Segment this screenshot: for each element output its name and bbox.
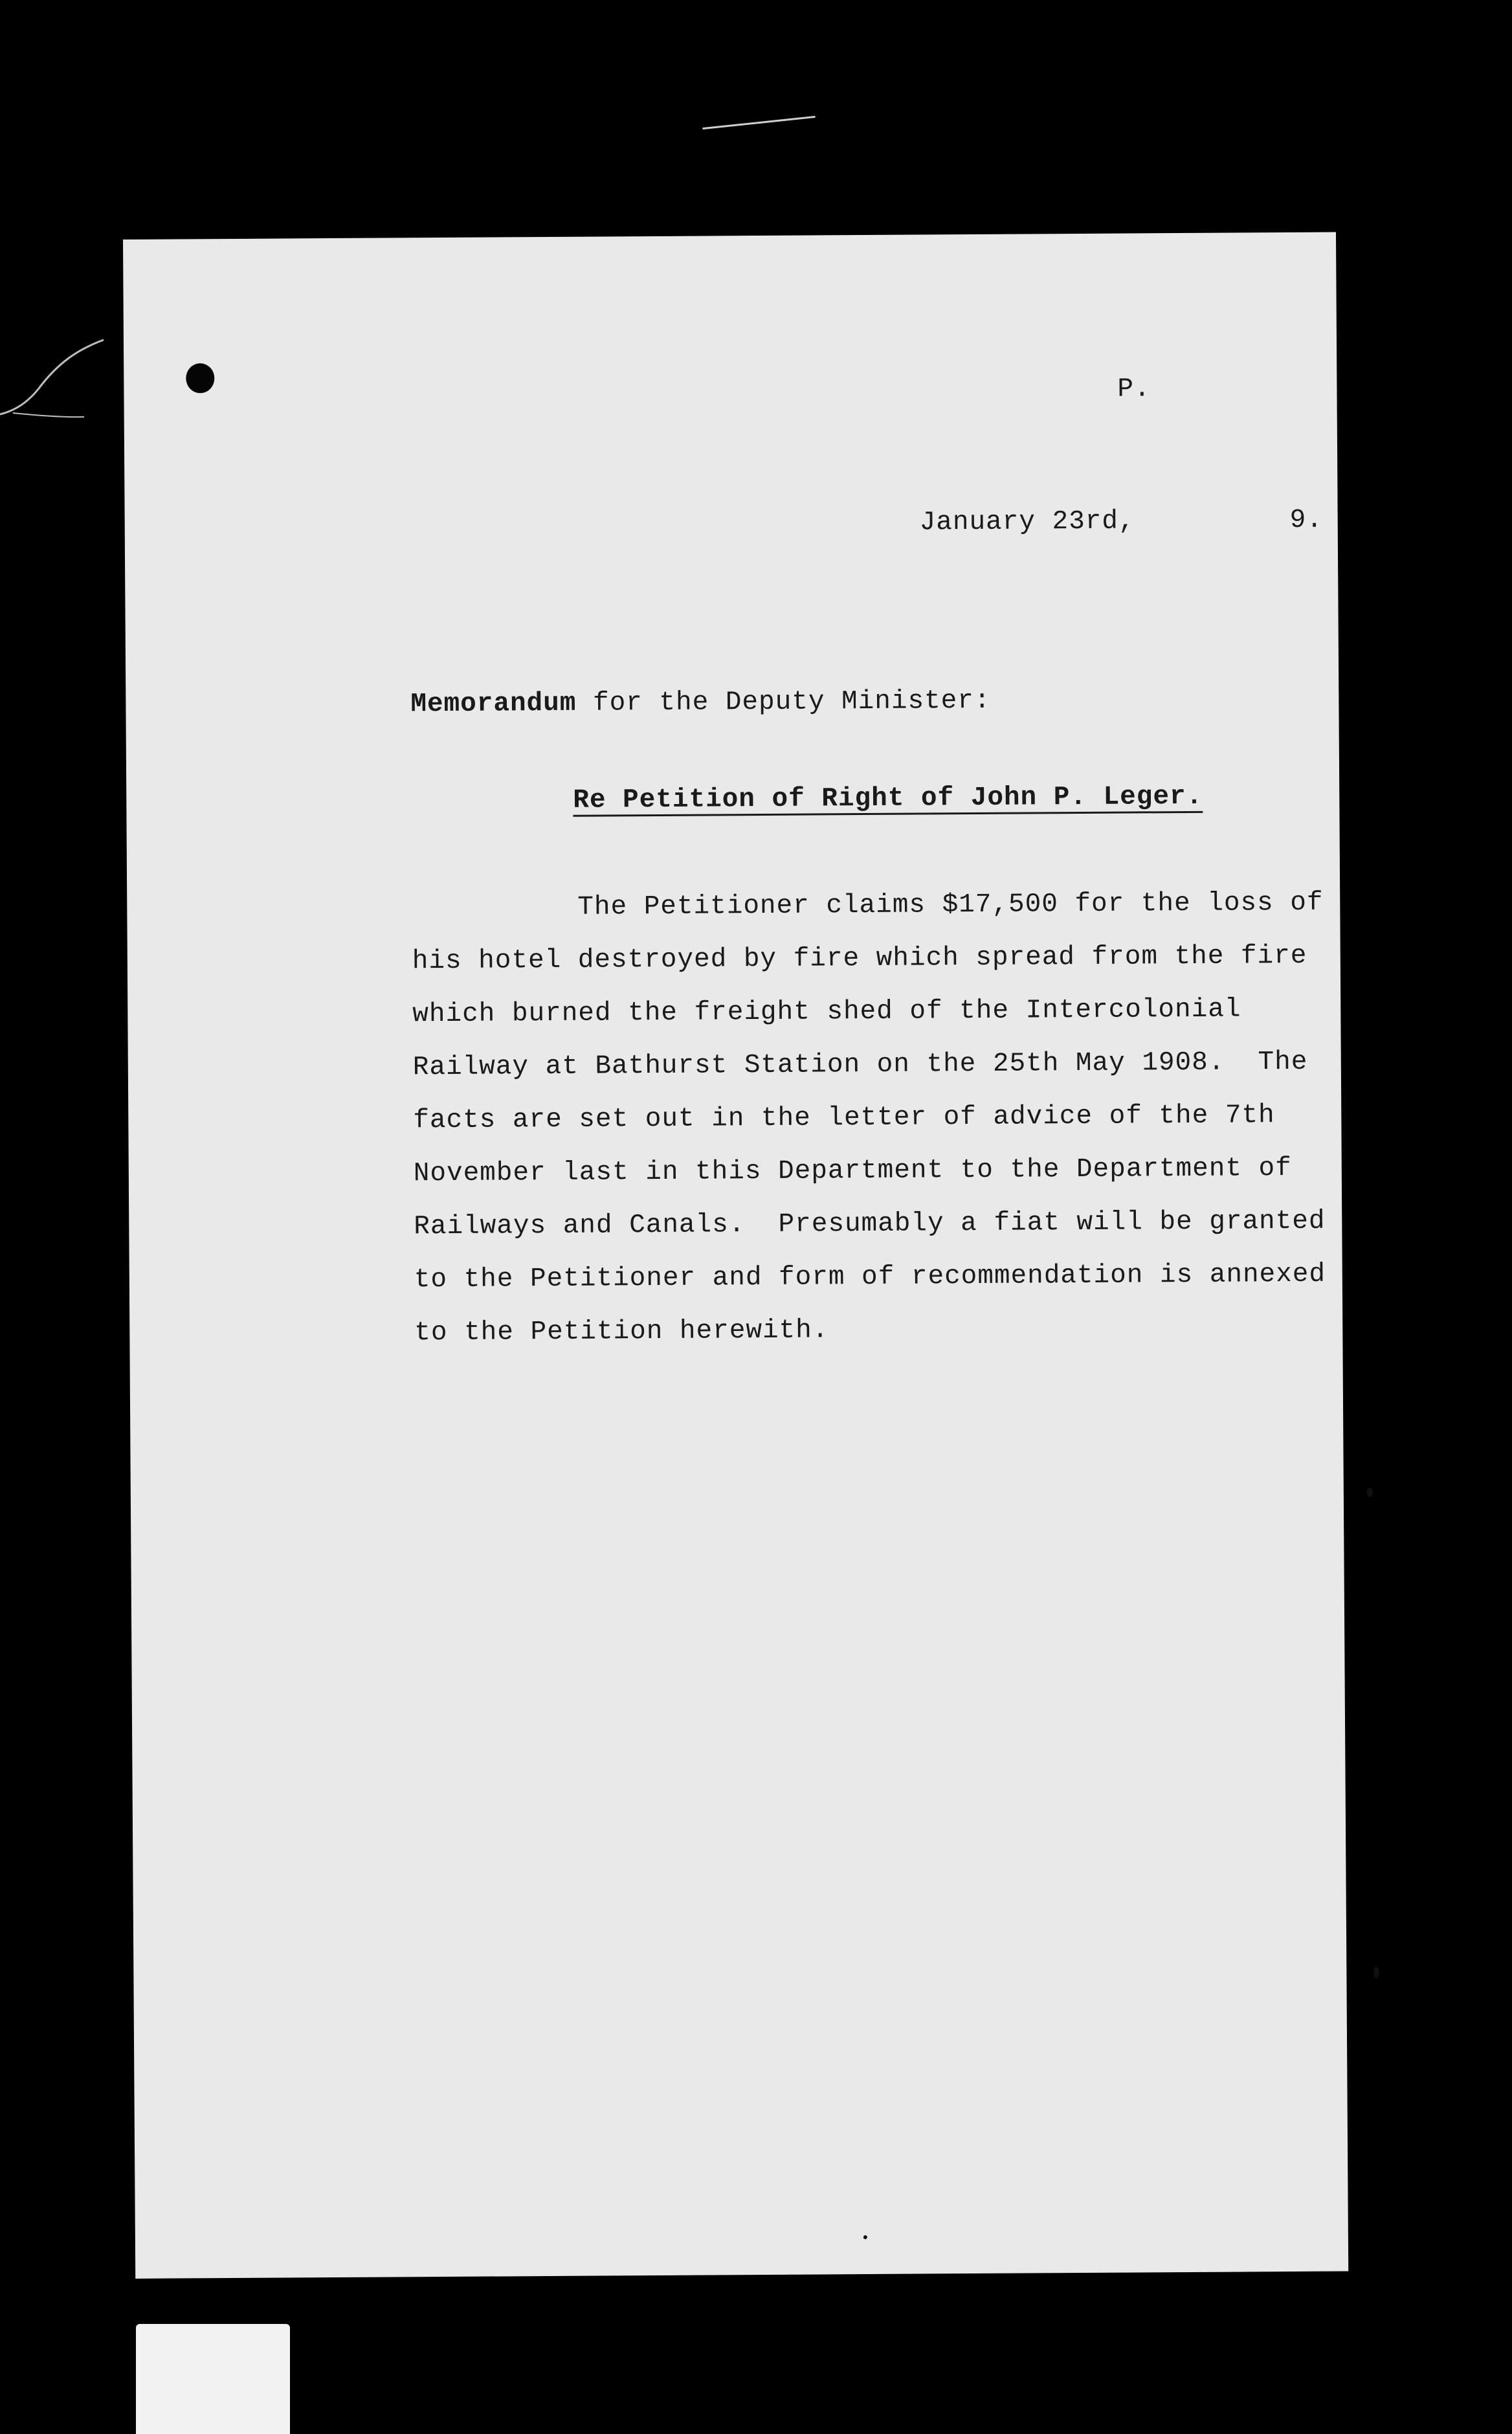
scan-artifact-line xyxy=(702,116,815,129)
speck xyxy=(863,2235,867,2239)
memo-body xyxy=(412,876,1326,1360)
salutation-text: for the Deputy Minister: xyxy=(576,686,991,719)
salutation-heading: Memorandum xyxy=(410,688,577,720)
body-line: which burned the freight shed of the Intercolonial xyxy=(412,994,1241,1030)
body-line: The Petitioner claims $17,500 for the loss of xyxy=(412,888,1324,924)
page-letter: P. xyxy=(1117,374,1151,405)
body-line: November last in this Department to the Department of xyxy=(413,1153,1292,1189)
body-line: Railways and Canals. Presumably a fiat will be granted xyxy=(414,1206,1326,1242)
speck xyxy=(1373,1967,1379,1978)
body-line: his hotel destroyed by fire which spread from the fire xyxy=(412,941,1307,977)
subject-line: Re Petition of Right of John P. Leger. xyxy=(573,781,1203,816)
body-line: facts are set out in the letter of advice of the 7th xyxy=(413,1100,1275,1136)
page-number: 9. xyxy=(1289,505,1324,535)
scan-card-tab xyxy=(136,2324,290,2434)
body-line: Railway at Bathurst Station on the 25th May 1908. The xyxy=(412,1047,1308,1083)
document-date: January 23rd, xyxy=(919,506,1135,538)
document-page xyxy=(123,232,1348,2279)
body-line: to the Petition herewith. xyxy=(414,1315,829,1348)
body-line: to the Petitioner and form of recommendation is annexed xyxy=(414,1259,1326,1295)
scan-artifact-curve xyxy=(0,337,110,427)
punch-hole xyxy=(186,363,214,393)
salutation xyxy=(410,686,990,719)
speck xyxy=(1367,1488,1373,1497)
